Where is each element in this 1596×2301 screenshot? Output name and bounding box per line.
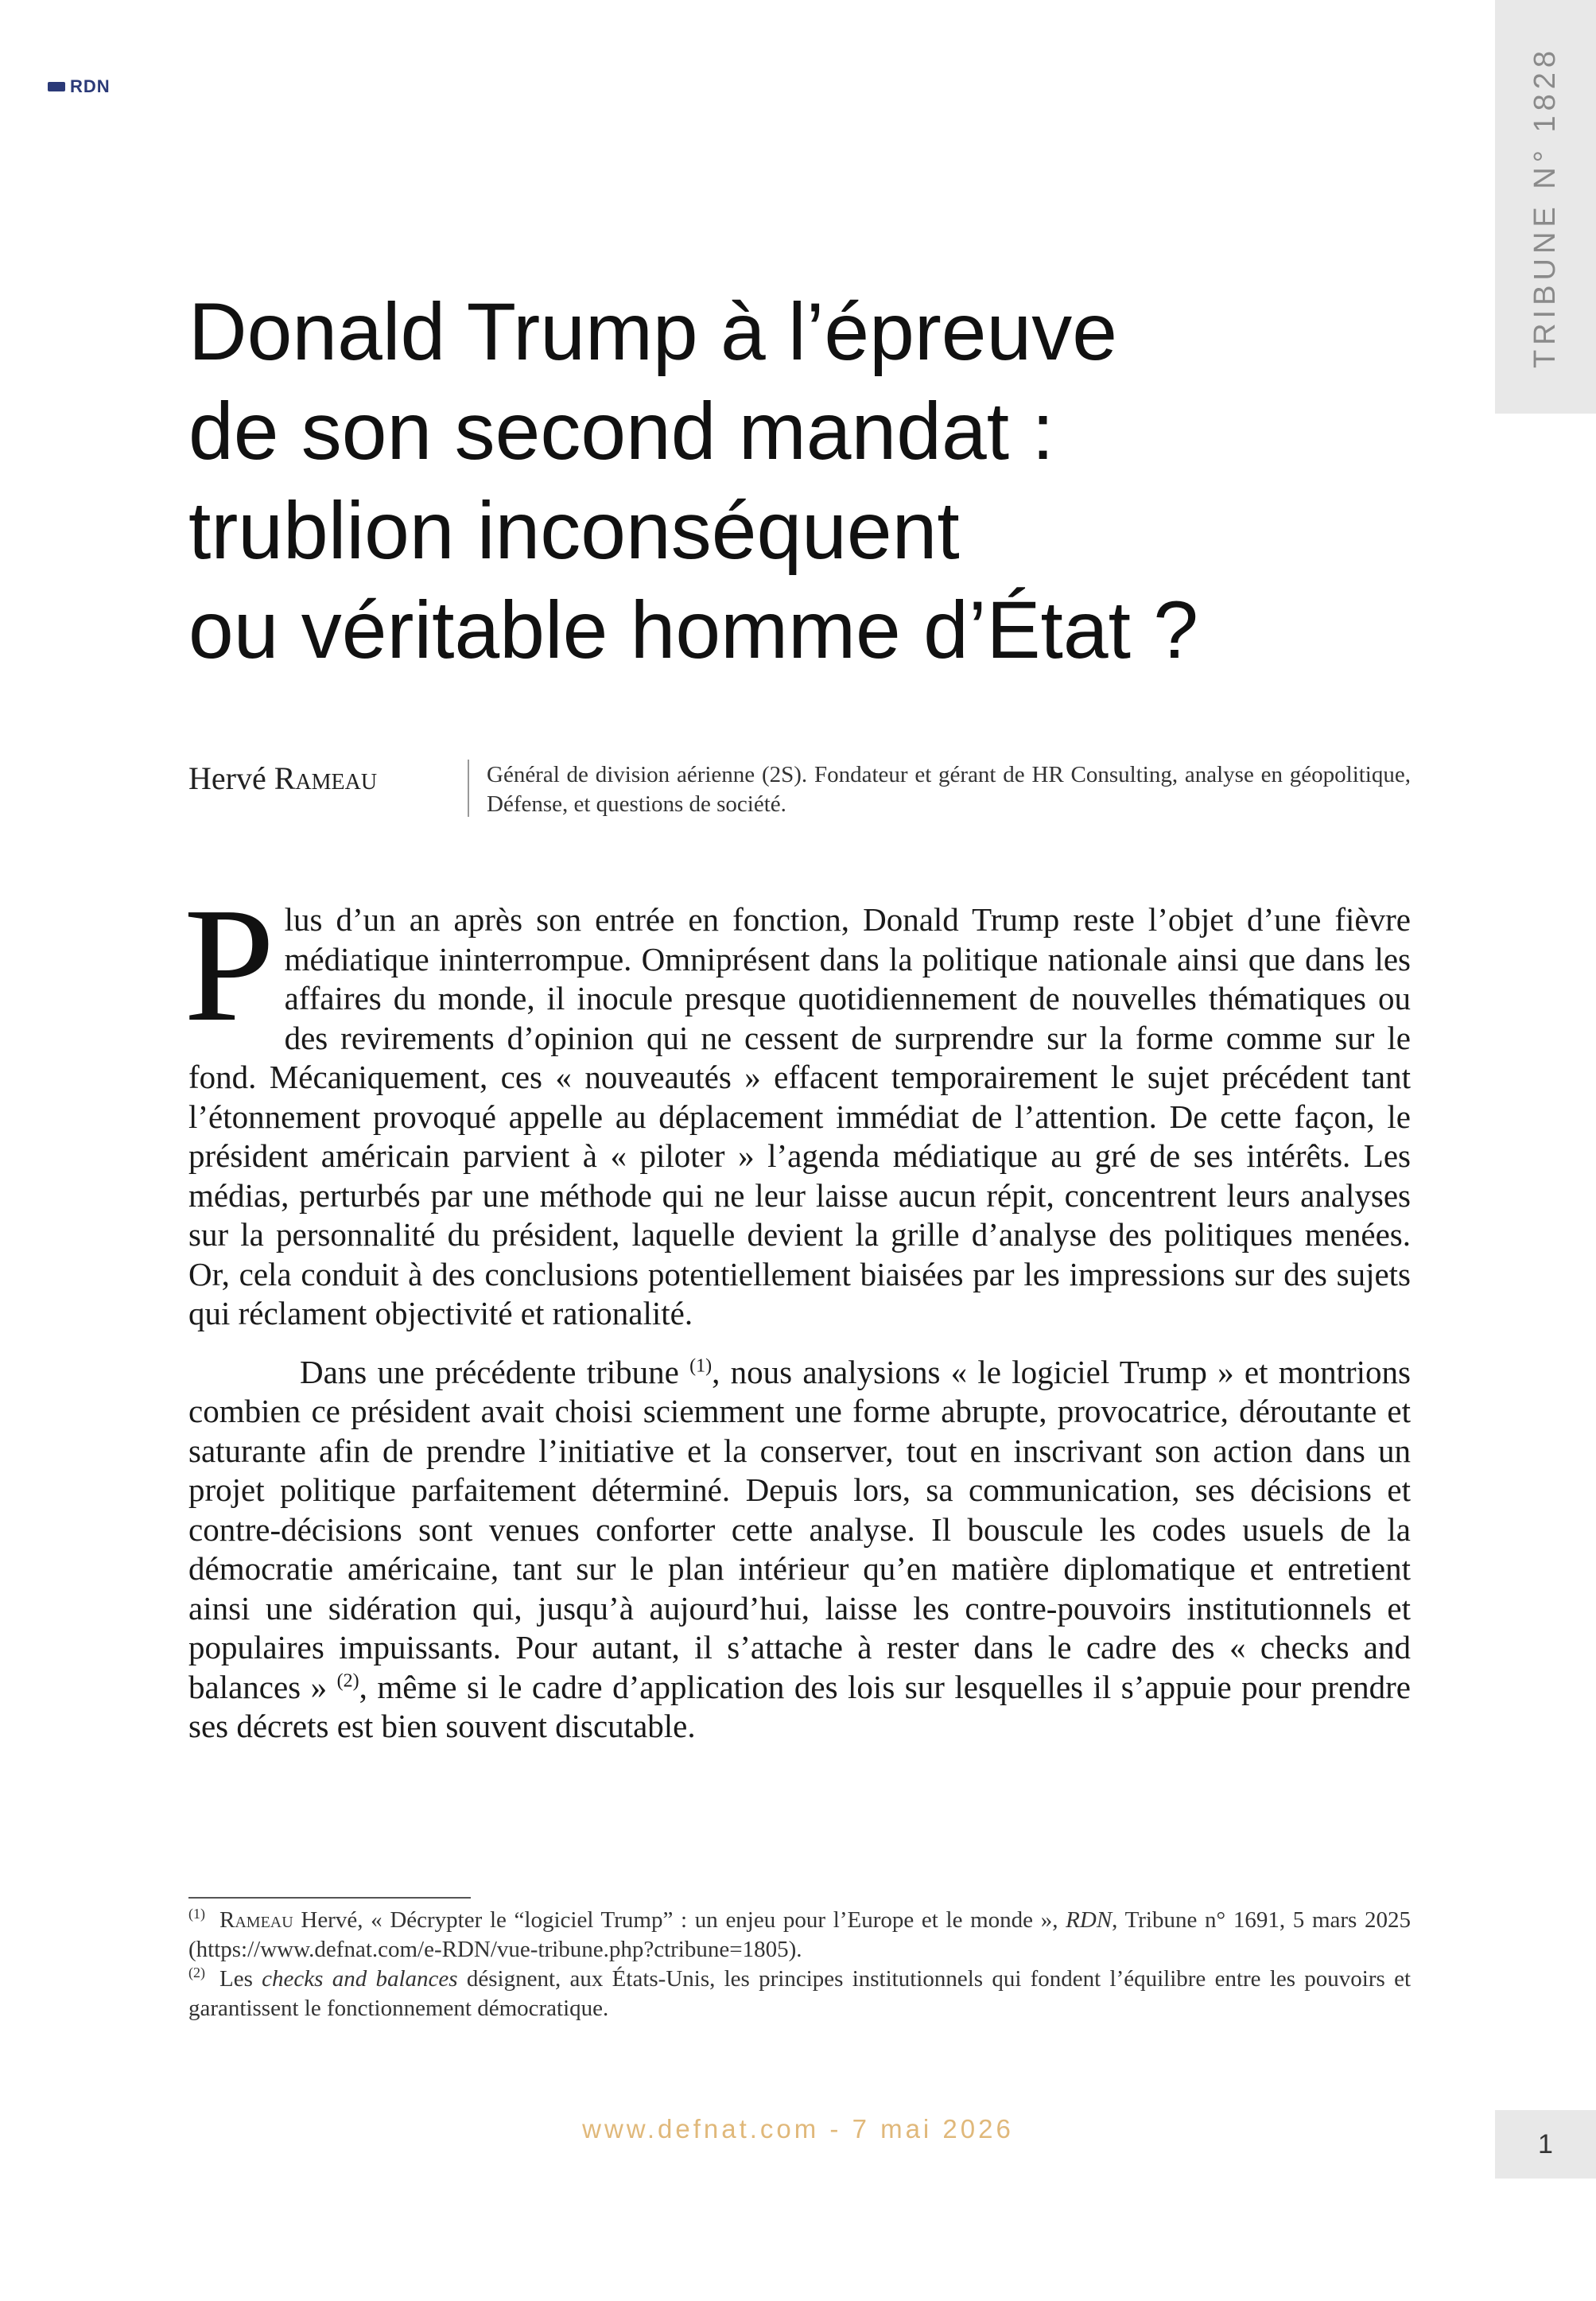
paragraph-1 — [184, 873, 1411, 1334]
footnote-ref-2[interactable]: (2) — [336, 1669, 359, 1691]
article-body — [184, 873, 1411, 1747]
page-number: 1 — [1538, 2128, 1553, 2159]
author-name — [188, 760, 377, 797]
footnote-1 — [188, 1906, 1411, 1965]
footnote-ref-1[interactable]: (1) — [689, 1355, 713, 1376]
title-line-3: trublion inconséquent — [188, 485, 960, 576]
footer-url-date[interactable]: www.defnat.com - 7 mai 2026 — [582, 2114, 1014, 2144]
title-line-4: ou véritable homme d’État ? — [188, 585, 1199, 675]
author-first-name: Hervé — [188, 760, 266, 796]
page-number-tab — [1495, 2110, 1596, 2179]
tribune-side-tab — [1495, 0, 1596, 414]
author-divider — [468, 760, 469, 817]
title-line-1: Donald Trump à l’épreuve — [188, 286, 1117, 377]
tribune-number-label: TRIBUNE N° 1828 — [1528, 45, 1563, 368]
footnote-1-number: (1) — [188, 1906, 205, 1922]
footnote-2-emphasis: checks and balances — [262, 1966, 458, 1992]
footnote-1-text-b[interactable]: , Tribune n° 1691, 5 mars 2025 (https://www.defnat.com/e-RDN/vue-tribune.php?ctribune=1805). — [188, 1907, 1411, 1962]
footnote-1-text-a: Hervé, « Décrypter le “logiciel Trump” : un enjeu pour l’Europe et le monde », — [293, 1907, 1066, 1933]
paragraph-1-text: lus d’un an après son entrée en fonction, Donald Trump reste l’objet d’une fièvre médiatique ininterrompue. Omniprésent dans la politique nationale ainsi que dans les affaires du monde, il inocule presque quotidiennement de nouvelles thématiques ou des revirements d’opinion qui ne cessent de surprendre sur la forme comme sur le fond. Mécaniquement, ces « nouveautés » effacent temporairement le sujet précédent tant l’étonnement provoqué appelle au déplacement immédiat de l’attention. De cette façon, le président américain parvient à « piloter » l’agenda médiatique au gré de ses intérêts. Les médias, perturbés par une méthode qui ne leur laisse aucun répit, concentrent leurs analyses sur la personnalité du président, laquelle devient la grille d’analyse des politiques menées. Or, cela conduit à des conclusions potentiellement biaisées par les impressions sur des sujets qui réclament objectivité et rationalité. — [188, 901, 1411, 1331]
article-title — [188, 282, 1381, 680]
author-last-name: Rameau — [274, 760, 378, 796]
paragraph-2-text-b: , nous analysions « le logiciel Trump » et montrions combien ce président avait choisi sciemment une forme abrupte, provocatrice, déroutante et saturante afin de prendre l’initiative et la conserver, tout en inscrivant son action dans un projet politique parfaitement déterminé. Depuis lors, sa communication, ses décisions et contre-décisions sont venues conforter cette analyse. Il bouscule les codes usuels de la démocratie américaine, tant sur le plan intérieur qu’en matière diplomatique et entretient ainsi une sidération qui, jusqu’à aujourd’hui, laisse les contre-pouvoirs institutionnels et populaires impuissants. Pour autant, il s’attache à rester dans le cadre des « checks and balances » — [188, 1353, 1411, 1705]
footnote-rule — [188, 1897, 471, 1899]
footnote-2-text-a: Les — [219, 1966, 262, 1992]
title-line-2: de son second mandat : — [188, 386, 1054, 476]
rdn-logo-text: RDN — [70, 76, 111, 96]
paragraph-2 — [188, 1353, 1411, 1747]
footnote-2-text-b: désignent, aux États-Unis, les principes institutionnels qui fondent l’équilibre entre les pouvoirs et garantissent le fonctionnement démocratique. — [188, 1966, 1412, 2021]
footnotes — [188, 1906, 1411, 2023]
paragraph-2-text-c: , même si le cadre d’application des lois sur lesquelles il s’appuie pour prendre ses décrets est bien souvent discutable. — [188, 1668, 1411, 1744]
footnote-2 — [188, 1965, 1411, 2023]
author-bio: Général de division aérienne (2S). Fondateur et gérant de HR Consulting, analyse en géopolitique, Défense, et questions de société. — [487, 762, 1411, 817]
paragraph-2-text-a: Dans une précédente tribune — [300, 1353, 690, 1390]
footnote-1-author: Rameau — [219, 1907, 293, 1933]
footnote-2-number: (2) — [188, 1965, 205, 1981]
drop-cap: P — [184, 873, 275, 1055]
rdn-logo[interactable] — [48, 78, 111, 95]
footnote-1-journal: RDN — [1066, 1907, 1113, 1933]
rdn-logo-mark-icon — [48, 82, 65, 91]
